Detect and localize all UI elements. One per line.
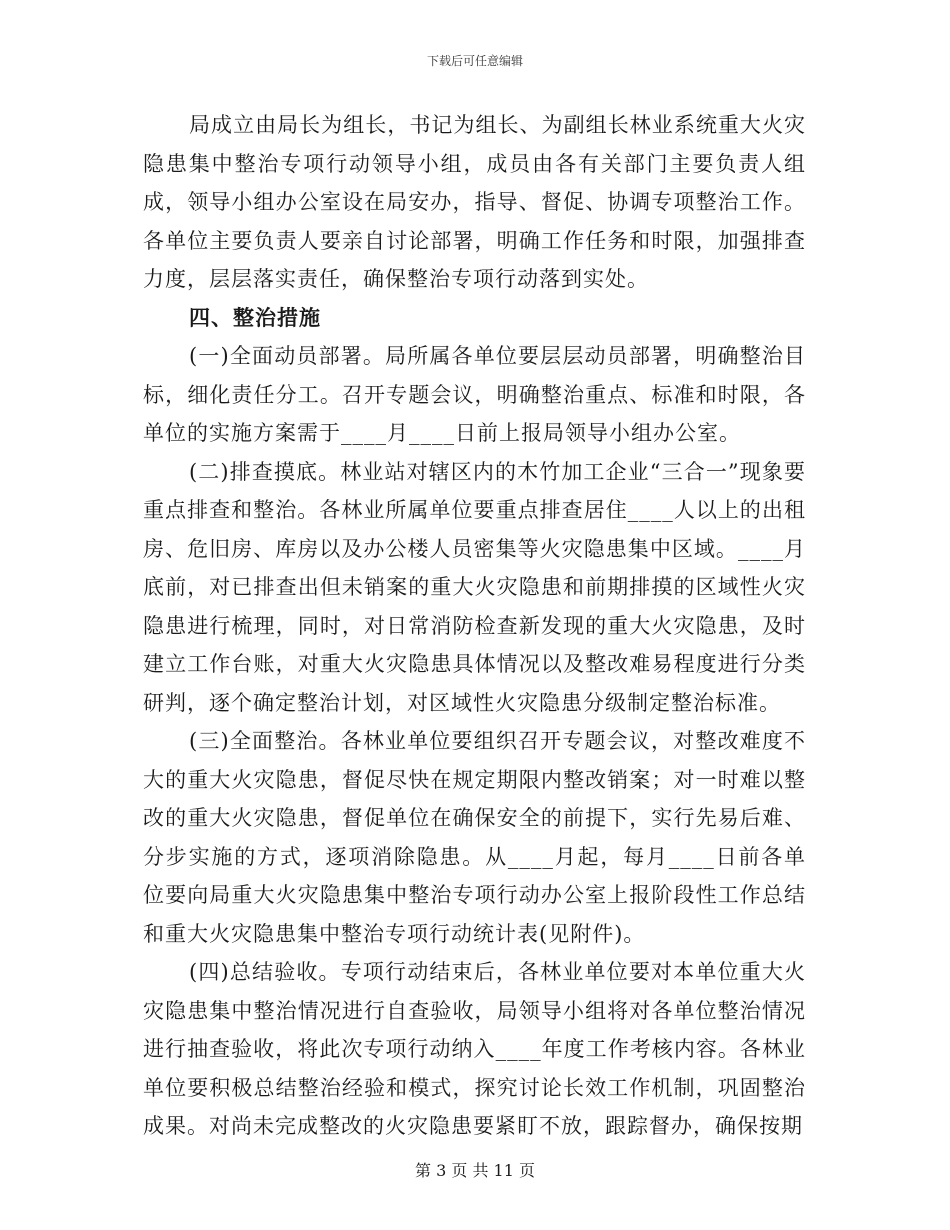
paragraph-leadership-group: 局成立由局长为组长，书记为组长、为副组长林业系统重大火灾隐患集中整治专项行动领导小组，成员由各有关部门主要负责人组成，领导小组办公室设在局安办，指导、督促、协调专项整治工作。各单位主要负责人要亲自讨论部署，明确工作任务和时限，加强排查力度，层层落实责任，确保整治专项行动落到实处。 (143, 113, 806, 291)
paragraph-acceptance: (四)总结验收。专项行动结束后，各林业单位要对本单位重大火灾隐患集中整治情况进行自查验收，局领导小组将对各单位整治情况进行抽查验收，将此次专项行动纳入____年度工作考核内容。各林业单位要积极总结整治经验和模式，探究讨论长效工作机制，巩固整治成果。对尚未完成整改的火灾隐患要紧盯不放，跟踪督办，确保按期 (143, 960, 806, 1138)
page-number: 第 3 页 共 11 页 (415, 1161, 535, 1180)
paragraph-inspection: (二)排查摸底。林业站对辖区内的木竹加工企业“三合一”现象要重点排查和整治。各林业所属单位要重点排查居住____人以上的出租房、危旧房、库房以及办公楼人员密集等火灾隐患集中区域。____月底前，对已排查出但未销案的重大火灾隐患和前期排摸的区域性火灾隐患进行梳理，同时，对日常消防检查新发现的重大火灾隐患，及时建立工作台账，对重大火灾隐患具体情况以及整改难易程度进行分类研判，逐个确定整治计划，对区域性火灾隐患分级制定整治标准。 (143, 459, 806, 715)
section-heading-measures: 四、整治措施 (189, 305, 321, 330)
paragraph-rectification: (三)全面整治。各林业单位要组织召开专题会议，对整改难度不大的重大火灾隐患，督促尽快在规定期限内整改销案；对一时难以整改的重大火灾隐患，督促单位在确保安全的前提下，实行先易后难、分步实施的方式，逐项消除隐患。从____月起，每月____日前各单位要向局重大火灾隐患集中整治专项行动办公室上报阶段性工作总结和重大火灾隐患集中整治专项行动统计表(见附件)。 (143, 729, 806, 946)
paragraph-mobilization: (一)全面动员部署。局所属各单位要层层动员部署，明确整治目标，细化责任分工。召开专题会议，明确整治重点、标准和时限，各单位的实施方案需于____月____日前上报局领导小组办公室。 (143, 344, 806, 445)
header-note: 下载后可任意编辑 (426, 54, 523, 68)
document-body (143, 106, 806, 1146)
